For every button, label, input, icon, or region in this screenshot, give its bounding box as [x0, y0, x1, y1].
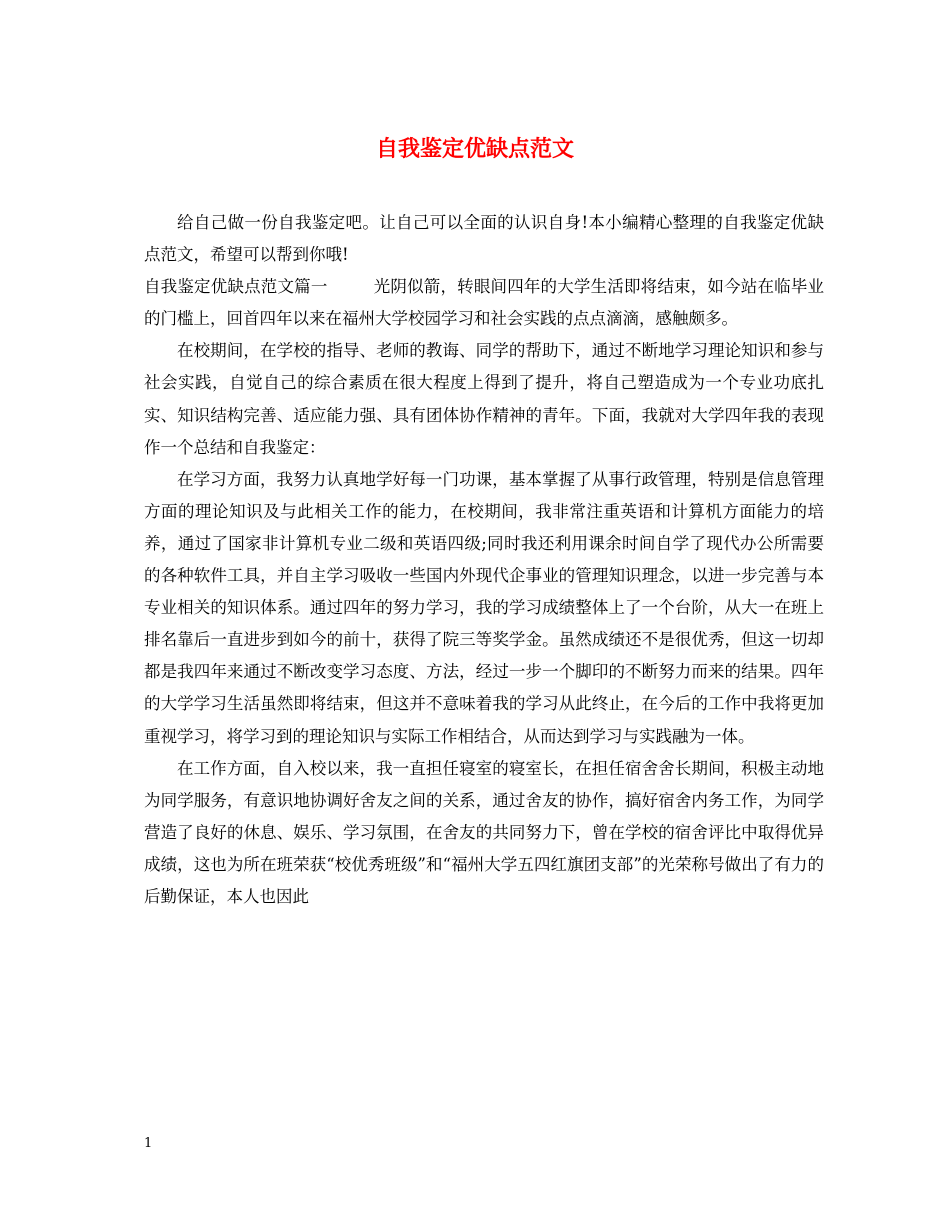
body-paragraph: 在学习方面，我努力认真地学好每一门功课，基本掌握了从事行政管理，特别是信息管理方面的理论知识及与此相关工作的能力，在校期间，我非常注重英语和计算机方面能力的培养，通过了国家非计算机专业二级和英语四级;同时我还利用课余时间自学了现代办公所需要的各种软件工具，并自主学习吸收一些国内外现代企事业的管理知识理念，以进一步完善与本专业相关的知识体系。通过四年的努力学习，我的学习成绩整体上了一个台阶，从大一在班上排名靠后一直进步到如今的前十，获得了院三等奖学金。虽然成绩还不是很优秀，但这一切却都是我四年来通过不断改变学习态度、方法，经过一步一个脚印的不断努力而来的结果。四年的大学学习生活虽然即将结束，但这并不意味着我的学习从此终止，在今后的工作中我将更加重视学习，将学习到的理论知识与实际工作相结合，从而达到学习与实践融为一体。 — [144, 469, 824, 746]
document-body — [144, 207, 824, 913]
page-number: 1 — [144, 1136, 153, 1151]
body-paragraph: 在校期间，在学校的指导、老师的教诲、同学的帮助下，通过不断地学习理论知识和参与社会实践，自觉自己的综合素质在很大程度上得到了提升，将自己塑造成为一个专业功底扎实、知识结构完善、适应能力强、具有团体协作精神的青年。下面，我就对大学四年我的表现作一个总结和自我鉴定： — [144, 341, 824, 457]
section-first-text: 光阴似箭，转眼间四年的大学生活即将结束，如今站在临毕业的门槛上，回首四年以来在福州大学校园学习和社会实践的点点滴滴，感触颇多。 — [144, 277, 825, 329]
document-title: 自我鉴定优缺点范文 — [375, 136, 574, 162]
section-first-paragraph — [144, 271, 824, 335]
intro-paragraph: 给自己做一份自我鉴定吧。让自己可以全面的认识自身!本小编精心整理的自我鉴定优缺点范文，希望可以帮到你哦! — [144, 213, 824, 265]
body-paragraph: 在工作方面，自入校以来，我一直担任寝室的寝室长，在担任宿舍舍长期间，积极主动地为同学服务，有意识地协调好舍友之间的关系，通过舍友的协作，搞好宿舍内务工作，为同学营造了良好的休息、娱乐、学习氛围，在舍友的共同努力下，曾在学校的宿舍评比中取得优异成绩，这也为所在班荣获“校优秀班级”和“福州大学五四红旗团支部”的光荣称号做出了有力的后勤保证，本人也因此 — [144, 758, 824, 906]
section-heading: 自我鉴定优缺点范文篇一 — [144, 277, 328, 297]
